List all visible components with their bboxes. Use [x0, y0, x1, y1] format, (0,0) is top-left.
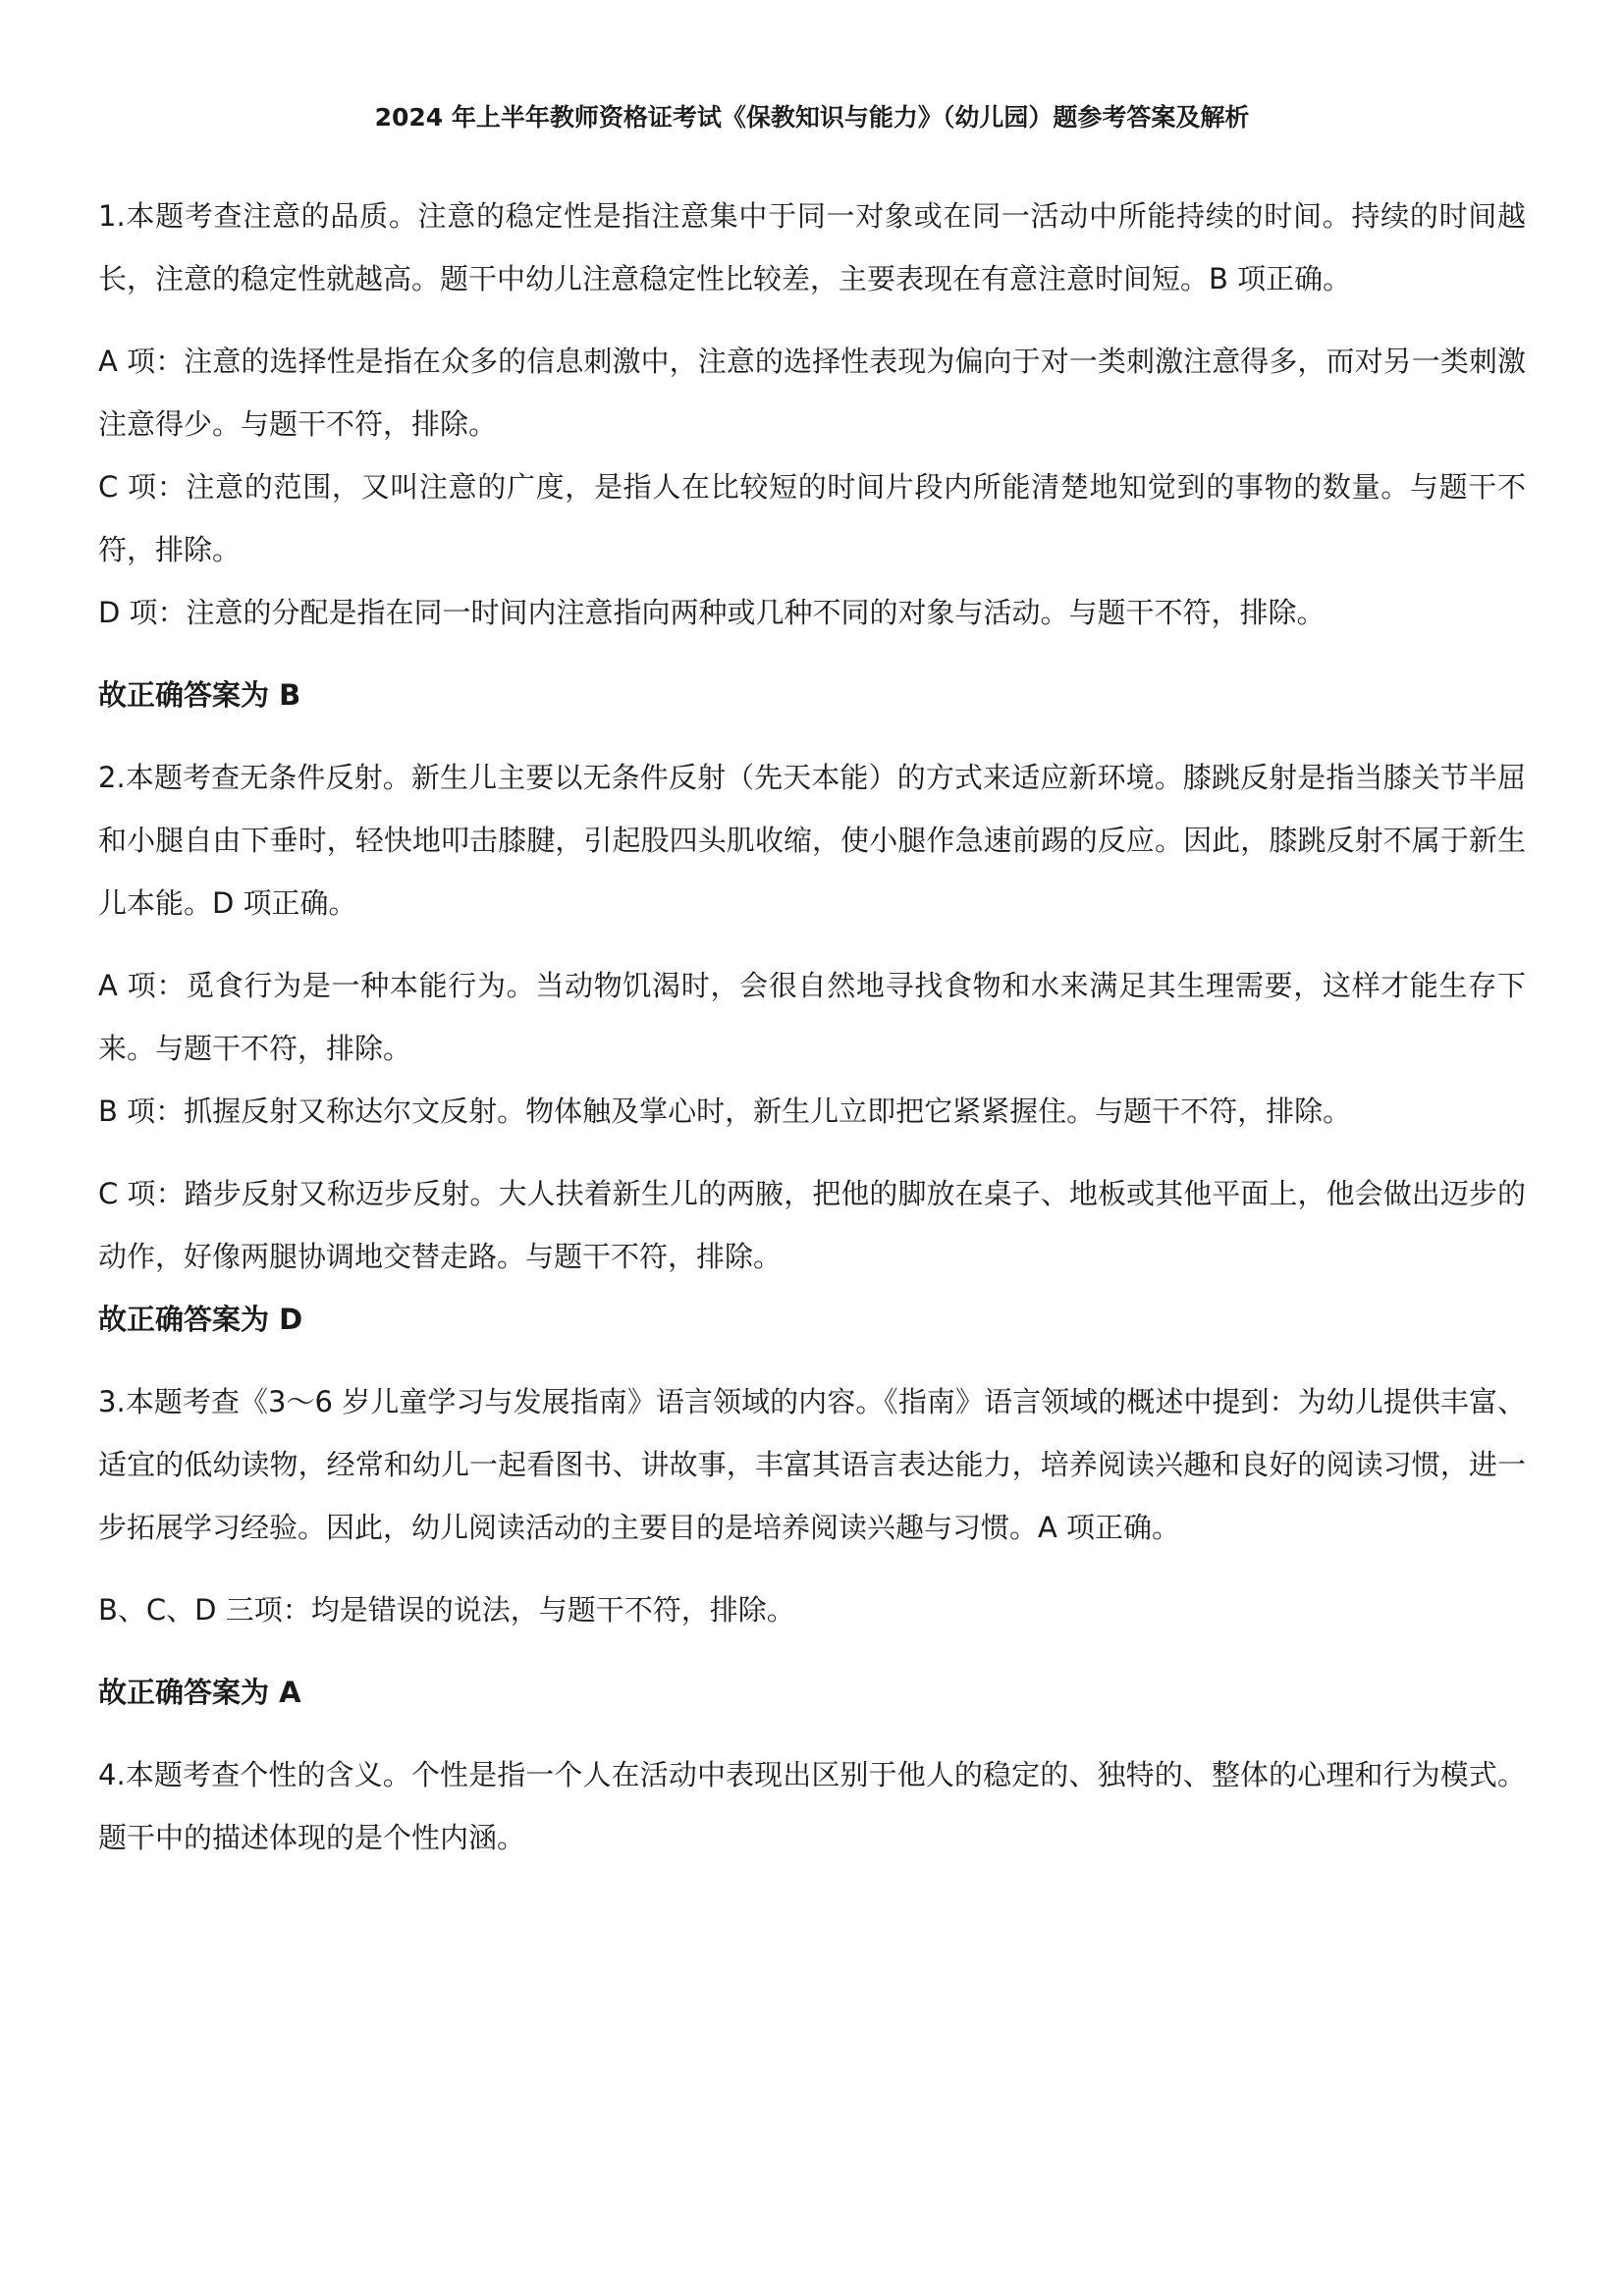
q1-answer: 故正确答案为 B — [98, 678, 301, 712]
q2-option-c: C 项：踏步反射又称迈步反射。大人扶着新生儿的两腋，把他的脚放在桌子、地板或其他平面上，他会做出迈步的动作，好像两腿协调地交替走路。与题干不符，排除。 — [98, 1177, 1526, 1273]
q2-stem: 2.本题考查无条件反射。新生儿主要以无条件反射（先天本能）的方式来适应新环境。膝跳反射是指当膝关节半屈和小腿自由下垂时，轻快地叩击膝腱，引起股四头肌收缩，使小腿作急速前踢的反应。因此，膝跳反射不属于新生儿本能。D 项正确。 — [98, 761, 1526, 920]
q1-stem: 1.本题考查注意的品质。注意的稳定性是指注意集中于同一对象或在同一活动中所能持续的时间。持续的时间越长，注意的稳定性就越高。题干中幼儿注意稳定性比较差，主要表现在有意注意时间短。B 项正确。 — [98, 199, 1526, 295]
q3-answer: 故正确答案为 A — [98, 1676, 301, 1709]
q1-option-a: A 项：注意的选择性是指在众多的信息刺激中，注意的选择性表现为偏向于对一类刺激注意得多，而对另一类刺激注意得少。与题干不符，排除。 — [98, 345, 1526, 441]
q2-option-b: B 项：抓握反射又称达尔文反射。物体触及掌心时，新生儿立即把它紧紧握住。与题干不符，排除。 — [98, 1095, 1352, 1128]
q1-option-c: C 项：注意的范围，又叫注意的广度，是指人在比较短的时间片段内所能清楚地知觉到的事物的数量。与题干不符，排除。 — [98, 470, 1526, 566]
document-title: 2024 年上半年教师资格证考试《保教知识与能力》（幼儿园）题参考答案及解析 — [374, 103, 1250, 132]
q4-stem: 4.本题考查个性的含义。个性是指一个人在活动中表现出区别于他人的稳定的、独特的、整体的心理和行为模式。题干中的描述体现的是个性内涵。 — [98, 1758, 1526, 1854]
q2-option-a: A 项：觅食行为是一种本能行为。当动物饥渴时，会很自然地寻找食物和水来满足其生理需要，这样才能生存下来。与题干不符，排除。 — [98, 969, 1526, 1065]
q3-stem: 3.本题考查《3～6 岁儿童学习与发展指南》语言领域的内容。《指南》语言领域的概述中提到：为幼儿提供丰富、适宜的低幼读物，经常和幼儿一起看图书、讲故事，丰富其语言表达能力，培养阅读兴趣和良好的阅读习惯，进一步拓展学习经验。因此，幼儿阅读活动的主要目的是培养阅读兴趣与习惯。A 项正确。 — [98, 1385, 1526, 1544]
q1-option-d: D 项：注意的分配是指在同一时间内注意指向两种或几种不同的对象与活动。与题干不符，排除。 — [98, 596, 1326, 629]
q2-answer: 故正确答案为 D — [98, 1303, 303, 1336]
q3-option-bcd: B、C、D 三项：均是错误的说法，与题干不符，排除。 — [98, 1593, 795, 1627]
